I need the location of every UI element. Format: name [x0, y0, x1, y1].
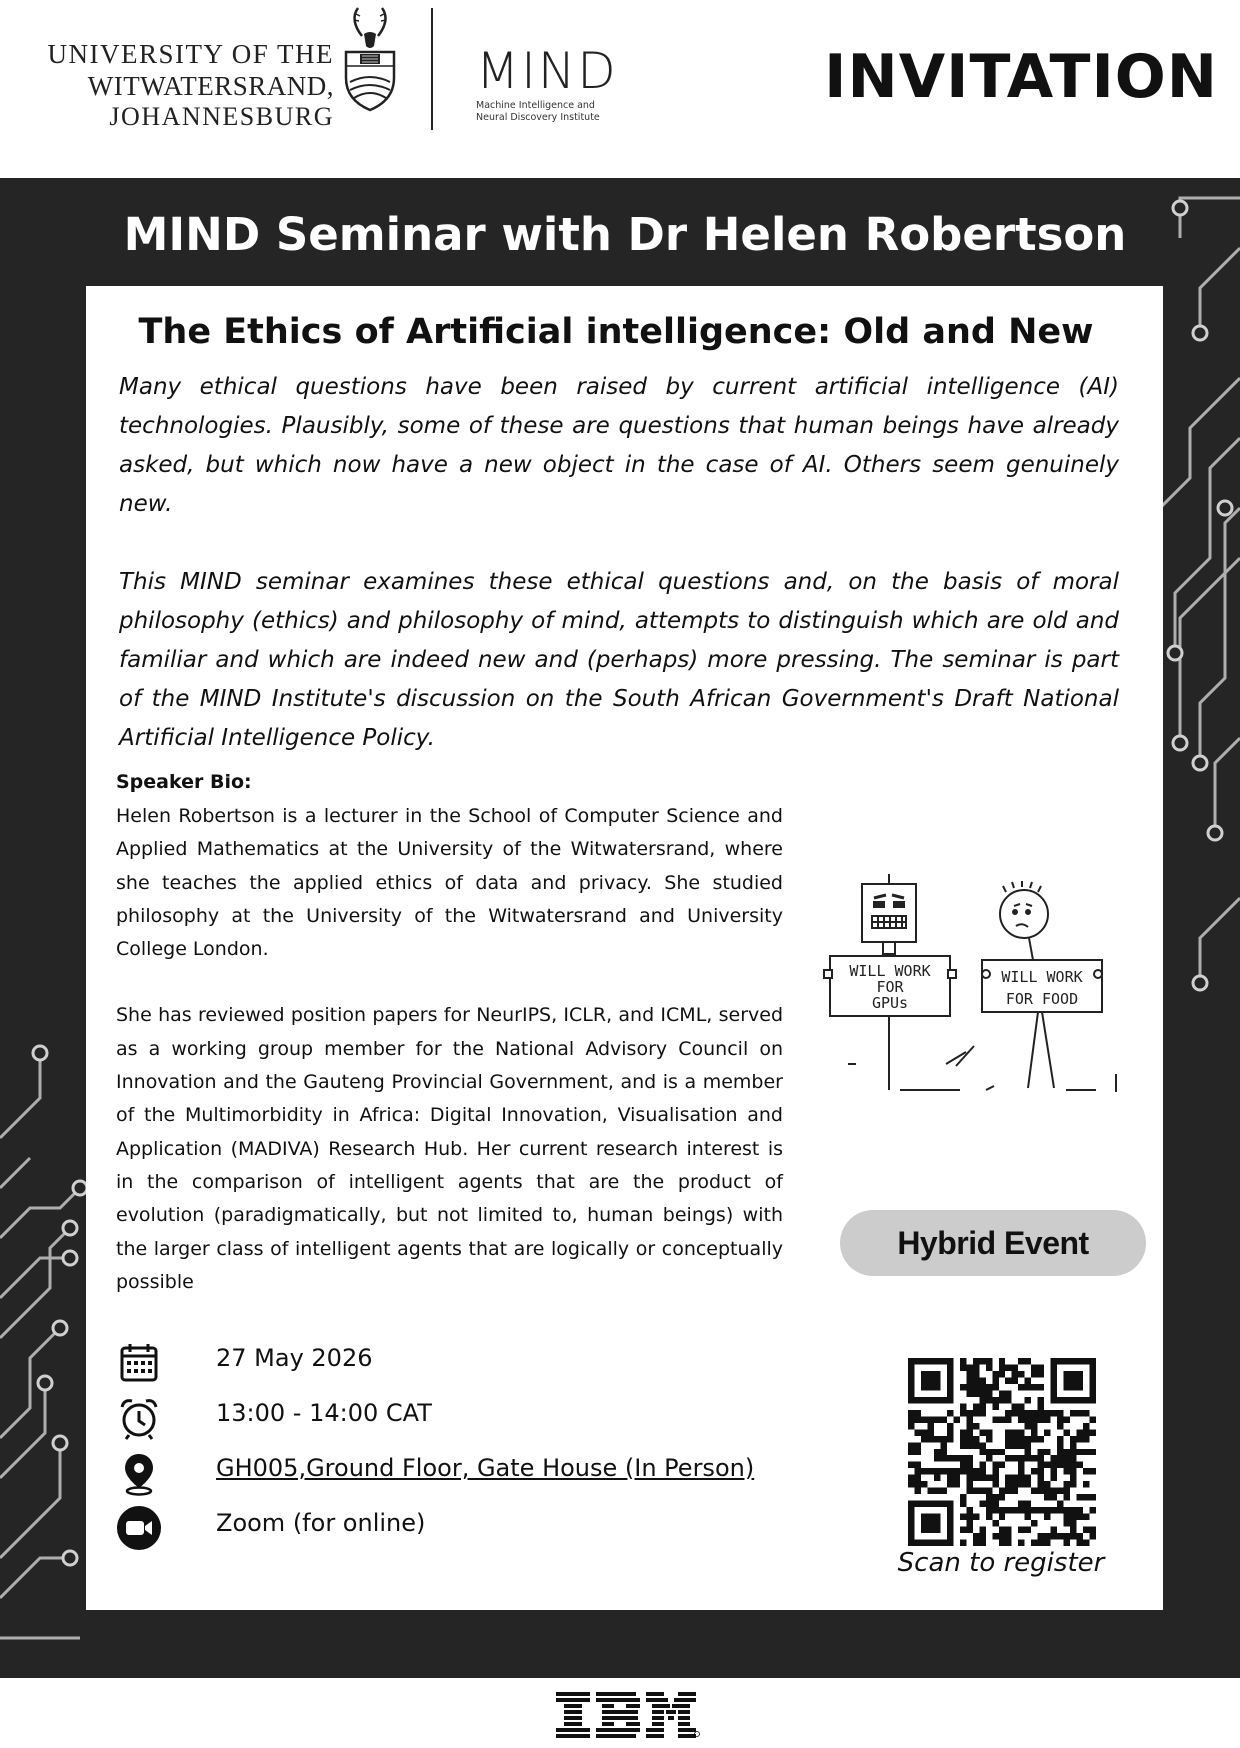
university-crest-logo	[338, 6, 402, 114]
talk-title: The Ethics of Artificial intelligence: Old and New	[138, 312, 1094, 352]
scan-to-register-label: Scan to register	[897, 1548, 1105, 1578]
invitation-heading: INVITATION	[824, 42, 1218, 112]
ibm-logo	[556, 1692, 700, 1738]
time-row	[116, 1395, 756, 1450]
speaker-bio-heading: Speaker Bio:	[116, 771, 252, 793]
speaker-bio	[116, 800, 783, 1299]
university-name-line-1: UNIVERSITY OF THE	[47, 39, 334, 69]
talk-abstract	[119, 368, 1119, 758]
mind-logo	[476, 42, 646, 124]
content-panel	[86, 286, 1163, 1610]
hybrid-event-badge: Hybrid Event	[840, 1210, 1146, 1276]
robot-sign-line-2: FOR	[876, 978, 904, 996]
abstract-paragraph-2: This MIND seminar examines these ethical questions and, on the basis of moral philosophy (ethics) and philosophy of mind, attempts to distinguish which are old and familiar and which are indeed new and (perhaps) more pressing. The seminar is part of the MIND Institute's discussion on the South African Government's Draft National Artificial Intelligence Policy.	[119, 569, 1119, 751]
event-venue-link[interactable]: GH005,Ground Floor, Gate House (In Person)	[216, 1454, 755, 1482]
event-date: 27 May 2026	[216, 1344, 373, 1372]
footer	[0, 1678, 1240, 1748]
mind-subtitle-line-2: Neural Discovery Institute	[476, 112, 600, 123]
university-name-line-3: JOHANNESBURG	[109, 102, 334, 131]
registration-qr-code[interactable]	[908, 1358, 1096, 1546]
robot-sign-line-1: WILL WORK	[849, 962, 931, 980]
university-name	[34, 38, 334, 132]
event-details	[116, 1340, 756, 1560]
person-sign-line-2: FOR FOOD	[1005, 990, 1079, 1008]
mind-subtitle-line-1: Machine Intelligence and	[476, 100, 595, 111]
speaker-bio-paragraph-1: Helen Robertson is a lecturer in the School of Computer Science and Applied Mathematics at the University of the Witwatersrand, where she teaches the applied ethics of data and privacy. She studied philosophy at the University of the Witwatersrand and University College London.	[116, 805, 783, 961]
mind-wordmark: MIND	[476, 42, 618, 100]
date-row	[116, 1340, 756, 1395]
zoom-camera-icon	[116, 1505, 162, 1551]
online-row	[116, 1505, 756, 1560]
event-online: Zoom (for online)	[216, 1509, 426, 1537]
university-name-line-2: WITWATERSRAND,	[87, 71, 334, 101]
header-divider	[431, 8, 433, 130]
person-sign-line-1: WILL WORK	[1001, 968, 1083, 986]
alarm-clock-icon	[116, 1395, 162, 1441]
speaker-bio-paragraph-2: She has reviewed position papers for NeurIPS, ICLR, and ICML, served as a working group member for the National Advisory Council on Innovation and the Gauteng Provincial Government, and is a member of the Multimorbidity in Africa: Digital Innovation, Visualisation and Application (MADIVA) Research Hub. Her current research interest is in the comparison of intelligent agents that are the product of evolution (paradigmatically, but not limited to, human beings) with the larger class of intelligent agents that are logically or conceptually possible	[116, 1004, 783, 1293]
abstract-paragraph-1: Many ethical questions have been raised by current artificial intelligence (AI) technologies. Plausibly, some of these are questions that human beings have already asked, but which now have a new object in the case of AI. Others seem genuinely new.	[119, 374, 1119, 517]
venue-row	[116, 1450, 756, 1505]
calendar-icon	[116, 1340, 162, 1386]
robot-sign-line-3: GPUs	[871, 994, 909, 1012]
event-time: 13:00 - 14:00 CAT	[216, 1399, 432, 1427]
location-pin-icon	[116, 1450, 162, 1496]
mind-subtitle	[476, 100, 646, 124]
header	[0, 0, 1240, 178]
seminar-title: MIND Seminar with Dr Helen Robertson	[123, 208, 1127, 261]
robot-and-person-cartoon	[816, 864, 1146, 1114]
